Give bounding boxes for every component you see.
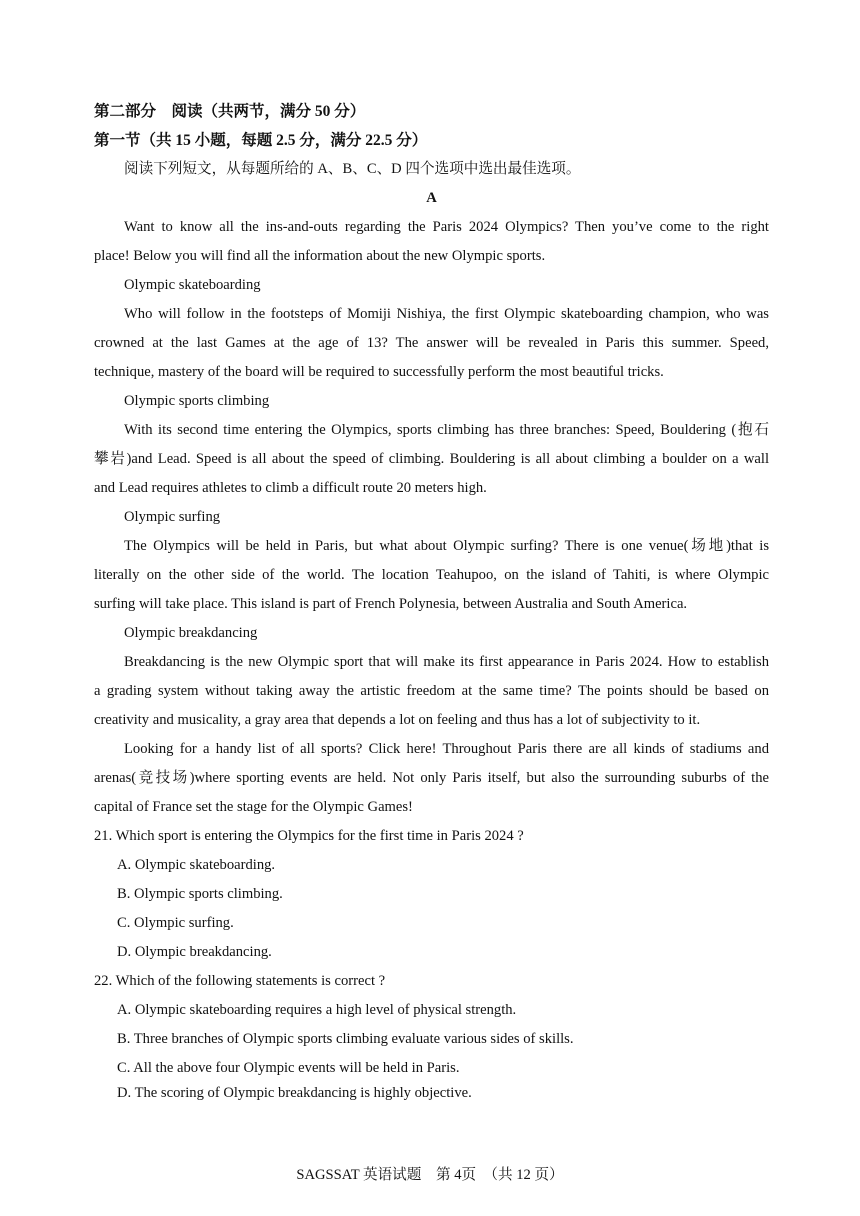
section-title: 第二部分 阅读（共两节，满分 50 分） (94, 103, 366, 120)
passage-heading-climbing: Olympic sports climbing (124, 393, 270, 409)
passage-line: Looking for a handy list of all sports? Click here! Throughout Paris there are all kinds of stadiums and (124, 741, 769, 757)
answer-option: D. The scoring of Olympic breakdancing is highly objective. (117, 1085, 472, 1101)
passage-line: The Olympics will be held in Paris, but what about Olympic surfing? There is one venue(场地)that is (124, 538, 769, 554)
passage-line: capital of France set the stage for the Olympic Games! (94, 799, 413, 815)
answer-option: D. Olympic breakdancing. (117, 944, 272, 960)
answer-option: A. Olympic skateboarding. (117, 857, 276, 873)
passage-line: Want to know all the ins-and-outs regarding the Paris 2024 Olympics? Then you’ve come to the right (124, 219, 769, 235)
answer-option: B. Three branches of Olympic sports climbing evaluate various sides of skills. (117, 1031, 574, 1047)
passage-line: Who will follow in the footsteps of Momiji Nishiya, the first Olympic skateboarding champion, who was (124, 306, 769, 322)
passage-heading-breakdancing: Olympic breakdancing (124, 625, 258, 641)
passage-line: With its second time entering the Olympics, sports climbing has three branches: Speed, Bouldering (抱石 (124, 422, 769, 438)
answer-option: C. All the above four Olympic events will be held in Paris. (117, 1060, 460, 1076)
passage-line: a grading system without taking away the artistic freedom at the same time? The points should be based on (94, 683, 769, 699)
question-stem: 22. Which of the following statements is correct ? (94, 973, 386, 989)
passage-label: A (426, 190, 437, 206)
question-stem: 21. Which sport is entering the Olympics for the first time in Paris 2024 ? (94, 828, 524, 844)
section-subtitle: 第一节（共 15 小题，每题 2.5 分，满分 22.5 分） (94, 132, 428, 149)
passage-line: technique, mastery of the board will be required to successfully perform the most beautiful tricks. (94, 364, 664, 380)
answer-option: C. Olympic surfing. (117, 915, 234, 931)
passage-line: Breakdancing is the new Olympic sport that will make its first appearance in Paris 2024. How to establish (124, 654, 769, 670)
passage-line: 攀岩)and Lead. Speed is all about the speed of climbing. Bouldering is all about climbing a boulder on a wall (94, 451, 769, 467)
page-footer: SAGSSAT 英语试题 第 4页 （共 12 页） (296, 1167, 564, 1183)
passage-line: literally on the other side of the world. The location Teahupoo, on the island of Tahiti, is where Olympic (94, 567, 769, 583)
answer-option: B. Olympic sports climbing. (117, 886, 283, 902)
answer-option: A. Olympic skateboarding requires a high level of physical strength. (117, 1002, 517, 1018)
passage-heading-skateboarding: Olympic skateboarding (124, 277, 261, 293)
passage-heading-surfing: Olympic surfing (124, 509, 221, 525)
passage-line: and Lead requires athletes to climb a difficult route 20 meters high. (94, 480, 487, 496)
passage-line: surfing will take place. This island is part of French Polynesia, between Australia and South America. (94, 596, 688, 612)
instruction-text: 阅读下列短文，从每题所给的 A、B、C、D 四个选项中选出最佳选项。 (124, 161, 581, 177)
passage-line: creativity and musicality, a gray area that depends a lot on feeling and thus has a lot of subjectivity to it. (94, 712, 701, 728)
passage-line: place! Below you will find all the information about the new Olympic sports. (94, 248, 546, 264)
passage-line: arenas(竞技场)where sporting events are held. Not only Paris itself, but also the surrounding suburbs of the (94, 770, 769, 786)
passage-line: crowned at the last Games at the age of 13? The answer will be revealed in Paris this summer. Speed, (94, 335, 769, 351)
